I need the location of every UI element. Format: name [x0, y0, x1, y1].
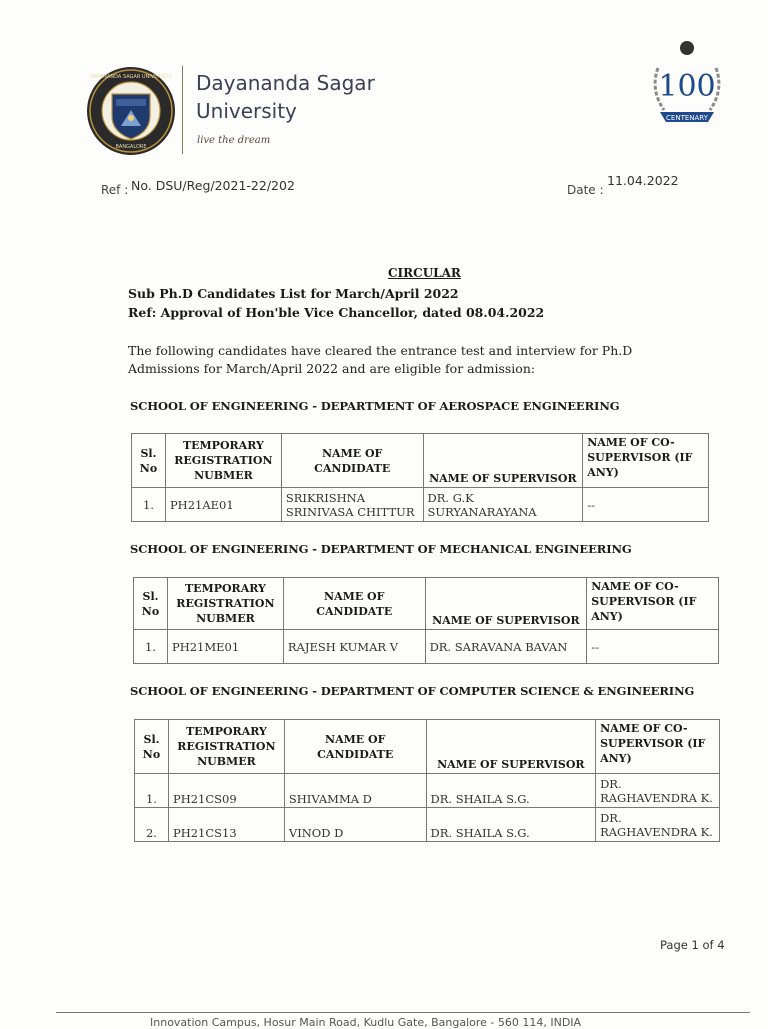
- date-label: Date :: [567, 183, 604, 197]
- header-sl-no: Sl. No: [132, 434, 166, 488]
- header-supervisor: NAME OF SUPERVISOR: [425, 578, 587, 630]
- cell-registration-number: PH21ME01: [167, 630, 283, 664]
- section-title-aerospace: SCHOOL OF ENGINEERING - DEPARTMENT OF AEROSPACE ENGINEERING: [130, 399, 620, 413]
- cell-sl-no: 1.: [132, 488, 166, 522]
- cell-supervisor: DR. SHAILA S.G.: [426, 808, 596, 842]
- header-candidate-name: NAME OF CANDIDATE: [284, 720, 426, 774]
- cell-supervisor: DR. SARAVANA BAVAN: [425, 630, 587, 664]
- cell-co-supervisor: --: [587, 630, 719, 664]
- university-name-line1: Dayananda Sagar: [196, 71, 375, 95]
- header-registration-number: TEMPORARY REGISTRATION NUBMER: [168, 720, 284, 774]
- cell-sl-no: 1.: [134, 630, 168, 664]
- header-co-supervisor: NAME OF CO-SUPERVISOR (IF ANY): [583, 434, 709, 488]
- circular-title: CIRCULAR: [388, 266, 461, 280]
- ref-label: Ref :: [101, 183, 129, 197]
- header-registration-number: TEMPORARY REGISTRATION NUBMER: [165, 434, 281, 488]
- ref-number: No. DSU/Reg/2021-22/202: [131, 178, 295, 193]
- candidates-table-aerospace: [131, 433, 709, 522]
- cell-candidate-name: SRIKRISHNA SRINIVASA CHITTUR: [281, 488, 423, 522]
- university-name-line2: University: [196, 99, 297, 123]
- centenary-emblem: [644, 38, 730, 134]
- cell-supervisor: DR. G.K SURYANARAYANA: [423, 488, 583, 522]
- footer-address: Innovation Campus, Hosur Main Road, Kudlu Gate, Bangalore - 560 114, INDIA: [150, 1016, 582, 1029]
- tagline: live the dream: [197, 135, 271, 146]
- table-row: [135, 774, 720, 808]
- cell-co-supervisor: DR. RAGHAVENDRA K.: [596, 808, 720, 842]
- table-row: [132, 488, 709, 522]
- cell-registration-number: PH21AE01: [165, 488, 281, 522]
- section-title-computer-science: SCHOOL OF ENGINEERING - DEPARTMENT OF COMPUTER SCIENCE & ENGINEERING: [130, 684, 695, 698]
- header-candidate-name: NAME OF CANDIDATE: [283, 578, 425, 630]
- centenary-label: CENTENARY: [666, 114, 708, 122]
- table-row: [134, 630, 719, 664]
- date-value: 11.04.2022: [607, 173, 679, 188]
- cell-candidate-name: VINOD D: [284, 808, 426, 842]
- header-co-supervisor: NAME OF CO-SUPERVISOR (IF ANY): [587, 578, 719, 630]
- cell-candidate-name: SHIVAMMA D: [284, 774, 426, 808]
- cell-sl-no: 2.: [135, 808, 169, 842]
- header-supervisor: NAME OF SUPERVISOR: [426, 720, 596, 774]
- university-name: [196, 70, 375, 124]
- header-co-supervisor: NAME OF CO-SUPERVISOR (IF ANY): [596, 720, 720, 774]
- candidates-table-mechanical: [133, 577, 719, 664]
- cell-candidate-name: RAJESH KUMAR V: [283, 630, 425, 664]
- university-seal-logo: [86, 66, 176, 156]
- svg-text:DAYANANDA SAGAR UNIVERSITY: DAYANANDA SAGAR UNIVERSITY: [90, 74, 172, 80]
- table-row: [135, 808, 720, 842]
- cell-registration-number: PH21CS13: [168, 808, 284, 842]
- cell-supervisor: DR. SHAILA S.G.: [426, 774, 596, 808]
- header-candidate-name: NAME OF CANDIDATE: [281, 434, 423, 488]
- cell-sl-no: 1.: [135, 774, 169, 808]
- subject-line: Sub Ph.D Candidates List for March/April 2022: [128, 286, 459, 301]
- svg-text:BANGALORE: BANGALORE: [115, 144, 147, 150]
- page-number: Page 1 of 4: [660, 938, 725, 952]
- header-sl-no: Sl. No: [135, 720, 169, 774]
- header-divider: [182, 66, 183, 154]
- header-registration-number: TEMPORARY REGISTRATION NUBMER: [167, 578, 283, 630]
- intro-paragraph: The following candidates have cleared the entrance test and interview for Ph.D Admissions for March/April 2022 and are eligible for admission:: [128, 343, 633, 376]
- cell-co-supervisor: DR. RAGHAVENDRA K.: [596, 774, 720, 808]
- candidates-table-computer-science: [134, 719, 720, 842]
- centenary-number: 100: [658, 69, 716, 104]
- section-title-mechanical: SCHOOL OF ENGINEERING - DEPARTMENT OF MECHANICAL ENGINEERING: [130, 542, 632, 556]
- header-sl-no: Sl. No: [134, 578, 168, 630]
- cell-co-supervisor: --: [583, 488, 709, 522]
- footer-divider: [56, 1012, 750, 1013]
- header-supervisor: NAME OF SUPERVISOR: [423, 434, 583, 488]
- cell-registration-number: PH21CS09: [168, 774, 284, 808]
- approval-reference: Ref: Approval of Hon'ble Vice Chancellor, dated 08.04.2022: [128, 305, 545, 320]
